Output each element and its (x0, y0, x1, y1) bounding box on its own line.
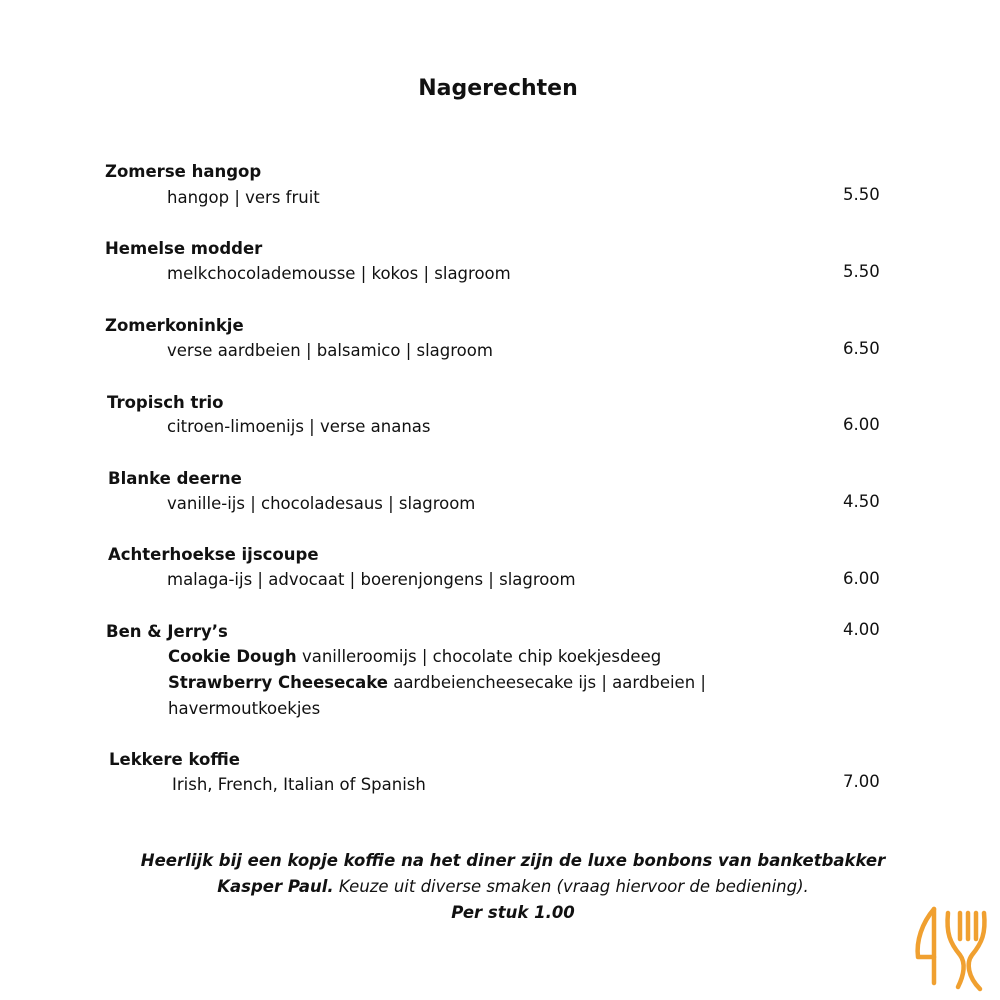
menu-item-description: melkchocolademousse | kokos | slagroom (167, 264, 511, 283)
menu-item-name: Tropisch trio (107, 393, 224, 412)
flavour-description: vanilleroomijs | chocolate chip koekjesdeeg (301, 647, 662, 666)
menu-item-name: Ben & Jerry’s (106, 622, 228, 641)
menu-item-name: Zomerse hangop (105, 162, 262, 181)
note-line-2-bold: Kasper Paul. (217, 877, 334, 896)
menu-item-description: verse aardbeien | balsamico | slagroom (167, 341, 493, 360)
menu-item-price: 4.50 (843, 492, 880, 511)
bonbon-note (0, 848, 1000, 926)
knife-fork-logo-icon (912, 903, 992, 993)
menu-item-price: 5.50 (843, 262, 880, 281)
menu-item-price: 5.50 (843, 185, 880, 204)
menu-item-name: Hemelse modder (105, 239, 263, 258)
note-line-2-rest: Keuze uit diverse smaken (vraag hiervoor de bediening). (333, 877, 809, 896)
menu-item-price: 7.00 (843, 772, 880, 791)
page-title: Nagerechten (418, 76, 578, 101)
flavour-description: aardbeiencheesecake ijs | aardbeien | (393, 673, 706, 692)
menu-item-description: Irish, French, Italian of Spanish (172, 775, 426, 794)
menu-item-name: Blanke deerne (108, 469, 242, 488)
menu-item-description: malaga-ijs | advocaat | boerenjongens | slagroom (167, 570, 576, 589)
flavour-description-continued: havermoutkoekjes (168, 699, 321, 718)
note-line-2 (0, 874, 1000, 900)
menu-item-price: 6.00 (843, 569, 880, 588)
menu-item-description: vanille-ijs | chocoladesaus | slagroom (167, 494, 476, 513)
note-line-3: Per stuk 1.00 (451, 903, 575, 922)
menu-item-price: 4.00 (843, 620, 880, 639)
menu-item-description: citroen-limoenijs | verse ananas (167, 417, 431, 436)
menu-item-name: Zomerkoninkje (105, 316, 244, 335)
menu-item-price: 6.50 (843, 339, 880, 358)
flavour-name: Strawberry Cheesecake (168, 673, 388, 692)
flavour-line (168, 647, 661, 666)
flavour-line (168, 673, 706, 692)
menu-item-name: Lekkere koffie (109, 750, 240, 769)
flavour-name: Cookie Dough (168, 647, 297, 666)
menu-item-price: 6.00 (843, 415, 880, 434)
menu-item-description: hangop | vers fruit (167, 188, 320, 207)
note-line-1: Heerlijk bij een kopje koffie na het diner zijn de luxe bonbons van banketbakker (140, 851, 886, 870)
menu-item-name: Achterhoekse ijscoupe (108, 545, 319, 564)
